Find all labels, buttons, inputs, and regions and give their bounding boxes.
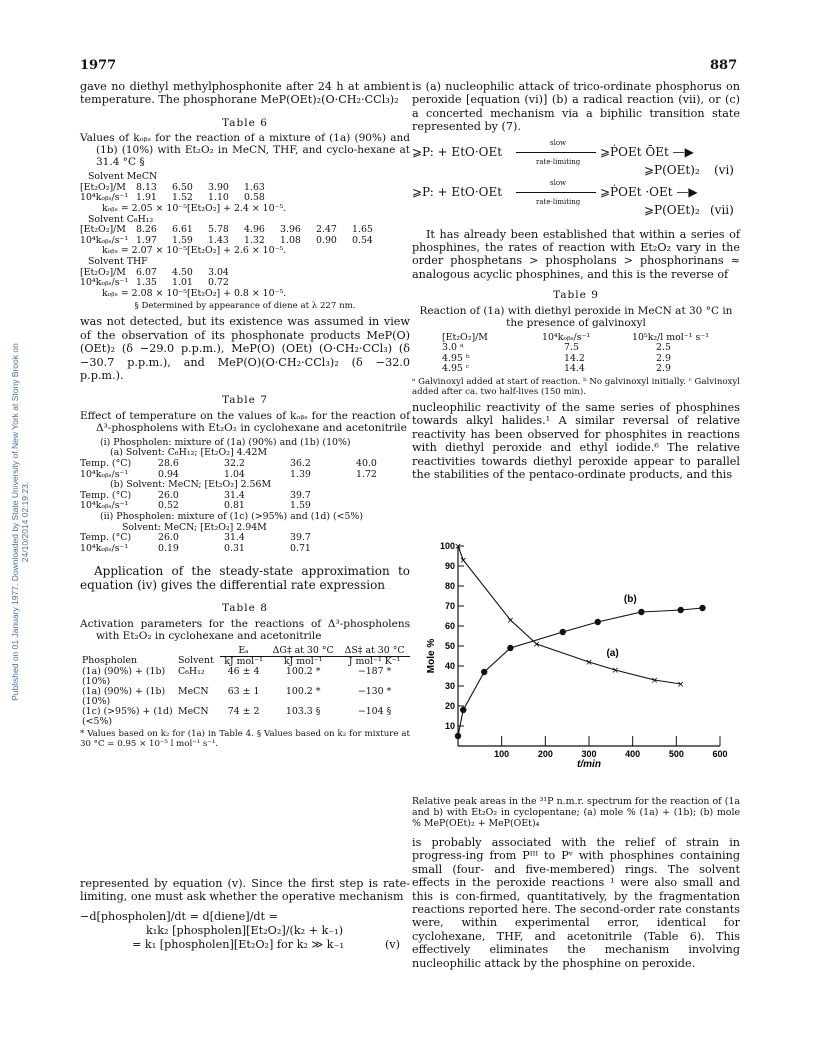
table8-title: Table 8	[222, 602, 268, 615]
table-cell: 63 ± 1	[227, 685, 260, 697]
table-header-cell: Phospholen	[82, 655, 138, 667]
paragraph-reactivity: nucleophilic reactivity of the same series of phosphines towards alkyl halides.¹ A similar reversal of relative reactivity has been observed for phosphites in reactions with diethyl peroxide and ethyl iodide.⁶ The relative reactivities towards diethyl peroxide appear to parallel the stabilities of the pentaco-ordinate products, and this	[412, 401, 740, 482]
table-cell: C₆H₁₂	[178, 665, 205, 677]
table-header-cell: J mol⁻¹ K⁻¹	[339, 656, 410, 667]
reaction-vii-product: ⩾P(OEt)₂	[644, 202, 700, 217]
table6-mecn-label: Solvent MeCN	[88, 171, 158, 183]
k-label: 10⁴kₒᵦₛ/s⁻¹	[80, 468, 129, 480]
table-cell: (1c) (>95%) + (1d) (<5%)	[82, 705, 173, 727]
reaction-schemes	[412, 134, 740, 218]
rate-eq-number: (v)	[384, 937, 400, 951]
table-row	[80, 544, 410, 555]
rate-eq-line-3-text: = k₁ [phospholen][Et₂O₂] for k₂ ≫ k₋₁	[132, 937, 344, 951]
table-cell: 28.6	[158, 457, 179, 469]
table-cell: 2.5	[656, 342, 671, 354]
table-header-cell: [Et₂O₂]/M	[442, 331, 488, 343]
conc-label: [Et₂O₂]/M	[80, 224, 126, 236]
table-cell: 1.10	[208, 192, 229, 204]
table-cell: 14.2	[564, 352, 585, 364]
table-header-cell: kJ mol⁻¹	[220, 656, 267, 667]
right-column	[412, 80, 740, 481]
data-point: ×	[676, 680, 685, 690]
table-cell: 0.71	[290, 542, 311, 554]
table-cell: 0.81	[224, 500, 245, 512]
rate-eq-line-2: k₁k₂ [phospholen][Et₂O₂]/(k₂ + k₋₁)	[146, 923, 344, 937]
table-header-cell: ΔG‡ at 30 °C	[272, 644, 334, 656]
table7-a-label: (a) Solvent: C₆H₁₂; [Et₂O₂] 4.42M	[110, 447, 268, 459]
table-cell: 0.72	[208, 277, 229, 289]
table-row	[80, 707, 410, 727]
table-cell: −130 *	[357, 685, 392, 697]
series-line-b	[458, 608, 703, 736]
paragraph-phosphine-rates: It has already been established that within a series of phosphines, the rates of reaction with Et₂O₂ vary in the order phosphetans > phospholans > phosphorinans ≈ analogous acyclic phosphines, and this is the reverse of	[412, 227, 740, 281]
y-tick-label: 100	[439, 541, 455, 551]
table9-caption: Reaction of (1a) with diethyl peroxide in MeCN at 30 °C in the presence of galvinoxyl	[419, 304, 733, 329]
mole-percent-chart	[412, 540, 742, 800]
table-header-cell: Solvent	[178, 655, 214, 667]
paragraph-steady-state: Application of the steady-state approximation to equation (iv) gives the differential rate expression	[80, 564, 410, 593]
data-point	[638, 609, 644, 615]
table-cell: 100.2 *	[285, 685, 321, 697]
table-cell: 1.65	[352, 224, 373, 236]
table-cell: 4.96	[244, 224, 265, 236]
table9-footnote: ᵃ Galvinoxyl added at start of reaction. ᵇ No galvinoxyl initially. ᶜ Galvinoxyl added after ca. two half-lives (150 min).	[412, 377, 740, 398]
table-cell: 1.35	[136, 277, 157, 289]
x-tick-label: 200	[537, 749, 553, 759]
data-point	[699, 605, 705, 611]
table8	[80, 646, 410, 727]
y-tick-label: 40	[444, 661, 455, 671]
table-cell: 4.95 ᶜ	[442, 363, 470, 375]
table-cell: 0.90	[316, 234, 337, 246]
table-cell: 6.50	[172, 181, 193, 193]
table6-caption: Values of kₒᵦₛ for the reaction of a mixture of (1a) (90%) and (1b) (10%) with Et₂O₂ in MeCN, THF, and cyclo-hexane at 31.4 °C §	[80, 132, 410, 169]
reaction-vi-reactants: ⩾P: + EtO·OEt	[412, 144, 503, 159]
y-tick-label: 60	[444, 621, 455, 631]
table-cell: 7.5	[564, 342, 579, 354]
table-cell: 8.26	[136, 224, 157, 236]
data-point: ×	[611, 666, 619, 676]
temp-label: Temp. (°C)	[80, 457, 132, 469]
x-axis-label: t/min	[577, 759, 601, 770]
table-cell: 39.7	[290, 532, 311, 544]
x-tick-label: 100	[494, 749, 510, 759]
x-tick-label: 600	[712, 749, 728, 759]
table-cell: 39.7	[290, 489, 311, 501]
table-cell: 2.47	[316, 224, 337, 236]
table-cell: 103.3 §	[285, 705, 321, 717]
y-tick-label: 70	[444, 601, 455, 611]
y-tick-label: 10	[444, 721, 455, 731]
table7-part-ii: (ii) Phospholen: mixture of (1c) (>95%) and (1d) (<5%)	[100, 510, 363, 522]
table-cell: 40.0	[356, 457, 377, 469]
table-cell: 74 ± 2	[227, 705, 260, 717]
reaction-vi-intermediate: ⩾ṖOEt ŌEt —▶	[600, 144, 694, 159]
table7-caption: Effect of temperature on the values of kₒᵦₛ for the reaction of Δ³-phospholens with Et₂O₂ in cyclohexane and acetonitrile	[80, 409, 410, 434]
table6-title: Table 6	[222, 116, 268, 129]
table-cell: (1a) (90%) + (1b) (10%)	[82, 665, 166, 687]
table-cell: 1.63	[244, 181, 265, 193]
table-cell: MeCN	[178, 685, 209, 697]
table9-title: Table 9	[553, 289, 599, 302]
table-row	[80, 491, 410, 502]
conc-label: [Et₂O₂]/M	[80, 266, 126, 278]
data-point: ×	[532, 640, 541, 650]
x-tick-label: 300	[581, 749, 597, 759]
table-cell: 0.54	[352, 234, 373, 246]
table6-chx-label: Solvent C₆H₁₂	[88, 213, 154, 225]
table6-chx-eq: kₒᵦₛ = 2.07 × 10⁻⁵[Et₂O₂] + 2.6 × 10⁻⁵.	[102, 245, 287, 257]
y-tick-label: 30	[444, 681, 455, 691]
y-tick-label: 90	[444, 561, 455, 571]
k-label: 10⁴kₒᵦₛ/s⁻¹	[80, 500, 129, 512]
table-cell: 1.91	[136, 192, 157, 204]
table-row	[80, 533, 410, 544]
table-cell: 0.94	[158, 468, 179, 480]
table-cell: 0.19	[158, 542, 179, 554]
table-cell: 1.08	[280, 234, 301, 246]
table-header-cell: 10⁴kₒᵦₛ/s⁻¹	[542, 331, 591, 343]
table-cell: 3.04	[208, 266, 229, 278]
table-row	[80, 667, 410, 687]
reaction-vii-arrow	[516, 192, 596, 193]
temp-label: Temp. (°C)	[80, 532, 132, 544]
table7	[80, 438, 410, 555]
table-row	[80, 268, 410, 279]
table7-part-i: (i) Phospholen: mixture of (1a) (90%) and (1b) (10%)	[100, 436, 351, 448]
table-cell: 3.0 ᵃ	[442, 342, 464, 354]
reaction-vii-slow: slow	[550, 178, 567, 187]
y-axis-label: Mole %	[426, 638, 437, 674]
table-header-cell: ΔS‡ at 30 °C	[344, 644, 405, 656]
reaction-vi-number: (vi)	[714, 162, 734, 177]
table-cell: −187 *	[357, 665, 392, 677]
table6-footnote: § Determined by appearance of diene at λ 227 nm.	[134, 301, 356, 312]
table-row	[412, 364, 740, 375]
table-cell: 1.72	[356, 468, 377, 480]
table-cell: 3.96	[280, 224, 301, 236]
table8-caption: Activation parameters for the reactions of Δ³-phospholens with Et₂O₂ in cyclohexane and acetonitrile	[80, 617, 410, 642]
rate-equation	[80, 910, 410, 952]
k-label: 10⁴kₒᵦₛ/s⁻¹	[80, 542, 129, 554]
table8-footnote: * Values based on k₂ for (1a) in Table 4. § Values based on k₂ for mixture at 30 °C = 0.95 × 10⁻⁵ l mol⁻¹ s⁻¹.	[80, 728, 410, 749]
data-point	[595, 619, 601, 625]
table6-thf-eq: kₒᵦₛ = 2.08 × 10⁻⁵[Et₂O₂] + 0.8 × 10⁻⁵.	[102, 287, 287, 299]
data-point: ×	[650, 676, 659, 686]
k-label: 10⁴kₒᵦₛ/s⁻¹	[80, 234, 129, 246]
table-header-cell: kJ mol⁻¹	[267, 656, 339, 667]
k-label: 10⁴kₒᵦₛ/s⁻¹	[80, 277, 129, 289]
data-point	[460, 707, 466, 713]
table-cell: 1.59	[172, 234, 193, 246]
data-point	[455, 733, 461, 739]
rate-eq-line-1: −d[phospholen]/dt = d[diene]/dt =	[80, 909, 278, 923]
table-cell: 31.4	[224, 489, 245, 501]
data-point: ×	[506, 616, 515, 626]
table-cell: 2.9	[656, 363, 671, 375]
reaction-vi-rate-limiting: rate-limiting	[536, 157, 581, 166]
table-cell: 6.61	[172, 224, 193, 236]
reaction-vi-product: ⩾P(OEt)₂	[644, 162, 700, 177]
table6-mecn-eq: kₒᵦₛ = 2.05 × 10⁻⁵[Et₂O₂] + 2.4 × 10⁻⁵.	[102, 203, 287, 214]
series-line-a	[458, 546, 681, 684]
reaction-vii-intermediate: ⩾ṖOEt ·OEt —▶	[600, 184, 698, 199]
paragraph-rate-limiting: represented by equation (v). Since the first step is rate-limiting, one must ask whether the operative mechanism	[80, 877, 410, 904]
reaction-vi-slow: slow	[550, 138, 567, 147]
series-label-b: (b)	[623, 594, 637, 605]
table6	[80, 172, 410, 311]
table-cell: 3.90	[208, 181, 229, 193]
data-point	[560, 629, 566, 635]
reaction-vi-arrow	[516, 152, 596, 153]
conc-label: [Et₂O₂]/M	[80, 181, 126, 193]
table-cell: 14.4	[564, 363, 585, 375]
reaction-vii-rate-limiting: rate-limiting	[536, 197, 581, 206]
data-point	[481, 669, 487, 675]
table-cell: (1a) (90%) + (1b) (10%)	[82, 685, 166, 707]
table7-b-label: (b) Solvent: MeCN; [Et₂O₂] 2.56M	[110, 479, 272, 491]
page-number: 887	[710, 58, 738, 73]
k-label: 10⁴kₒᵦₛ/s⁻¹	[80, 192, 129, 204]
table-cell: 1.59	[290, 500, 311, 512]
y-tick-label: 20	[444, 701, 455, 711]
figure-caption: Relative peak areas in the ³¹P n.m.r. spectrum for the reaction of (1a and b) with Et₂O₂ in cyclopentane; (a) mole % (1a) + (1b); (b) mole % MeP(OEt)₂ + MeP(OEt)₄	[412, 796, 740, 829]
table-cell: 100.2 *	[285, 665, 321, 677]
table-cell: 1.52	[172, 192, 193, 204]
table-cell: 26.0	[158, 532, 179, 544]
table-header-cell: 10⁵k₂/l mol⁻¹ s⁻¹	[632, 331, 710, 343]
table-cell: 4.50	[172, 266, 193, 278]
table-cell: 1.01	[172, 277, 193, 289]
y-tick-label: 80	[444, 581, 455, 591]
table-row	[80, 459, 410, 470]
table-cell: 1.97	[136, 234, 157, 246]
data-point	[507, 645, 513, 651]
table-row	[80, 687, 410, 707]
table-cell: 36.2	[290, 457, 311, 469]
x-tick-label: 400	[625, 749, 641, 759]
series-label-a: (a)	[606, 648, 619, 659]
table-cell: 6.07	[136, 266, 157, 278]
reaction-vii-number: (vii)	[710, 202, 734, 217]
data-point: ×	[454, 542, 462, 552]
table-cell: 1.04	[224, 468, 245, 480]
y-tick-label: 50	[444, 641, 455, 651]
paragraph-strain: is probably associated with the relief of strain in progress-ing from Pᴵᴵᴵ to Pᵛ with phosphines containing small (four- and five-membered) rings. The solvent effects in the peroxide reactions ¹ were also small and this is con-firmed, quantitatively, by the fragmentation reactions reported here. The second-order rate constants were, within experimental error, identical for cyclohexane, THF, and acetonitrile (Table 6). This effectively eliminates the mechanism involving nucleophilic attack by the phosphine on peroxide.	[412, 836, 740, 970]
paragraph-phosphonates: was not detected, but its existence was assumed in view of the observation of its phosphonate products MeP(O) (OEt)₂ (δ −29.0 p.p.m.), MeP(O) (OEt) (O·CH₂·CCl₃) (δ −30.7 p.p.m.), and MeP(O)(O·CH₂·CCl₃)₂ (δ −32.0 p.p.m.).	[80, 315, 410, 382]
table-cell: 31.4	[224, 532, 245, 544]
temp-label: Temp. (°C)	[80, 489, 132, 501]
download-notice[interactable]: Published on 01 January 1977. Downloaded by State University of New York at Stony Brook on 24/10/2014 02:19:23.	[10, 343, 30, 701]
left-column	[80, 80, 410, 749]
page-year: 1977	[80, 58, 117, 73]
table-cell: 2.9	[656, 352, 671, 364]
table-cell: 0.31	[224, 542, 245, 554]
rate-eq-line-3	[80, 938, 410, 952]
table7-c-label: Solvent: MeCN; [Et₂O₂] 2.94M	[122, 521, 267, 533]
table-cell: 1.32	[244, 234, 265, 246]
table-cell: 26.0	[158, 489, 179, 501]
left-bottom-block	[80, 877, 410, 952]
data-point: ×	[459, 556, 468, 566]
x-tick-label: 500	[668, 749, 684, 759]
table-cell: −104 §	[357, 705, 392, 717]
table-cell: 1.39	[290, 468, 311, 480]
table-cell: 0.58	[244, 192, 265, 204]
table-cell: MeCN	[178, 705, 209, 717]
data-point	[678, 607, 684, 613]
table-cell: 32.2	[224, 457, 245, 469]
data-point: ×	[585, 658, 593, 668]
table-cell: 0.52	[158, 500, 179, 512]
table7-title: Table 7	[222, 394, 268, 407]
intro-text: gave no diethyl methylphosphonite after 24 h at ambient temperature. The phosphorane MeP(OEt)₂(O·CH₂·CCl₃)₂	[80, 80, 410, 107]
table-cell: 5.78	[208, 224, 229, 236]
table-cell: 8.13	[136, 181, 157, 193]
table-cell: 46 ± 4	[227, 665, 260, 677]
table-cell: 1.43	[208, 234, 229, 246]
table9	[412, 333, 740, 397]
table-header-cell: Eₐ	[238, 644, 249, 656]
reaction-vii-reactants: ⩾P: + EtO·OEt	[412, 184, 503, 199]
paragraph-mechanisms: is (a) nucleophilic attack of trico-ordinate phosphorus on peroxide [equation (vi)] (b) a radical reaction (vii), or (c) a concerted mechanism via a biphilic transition state represented by (7).	[412, 80, 740, 134]
table-cell: 4.95 ᵇ	[442, 352, 470, 364]
table6-thf-label: Solvent THF	[88, 255, 148, 267]
